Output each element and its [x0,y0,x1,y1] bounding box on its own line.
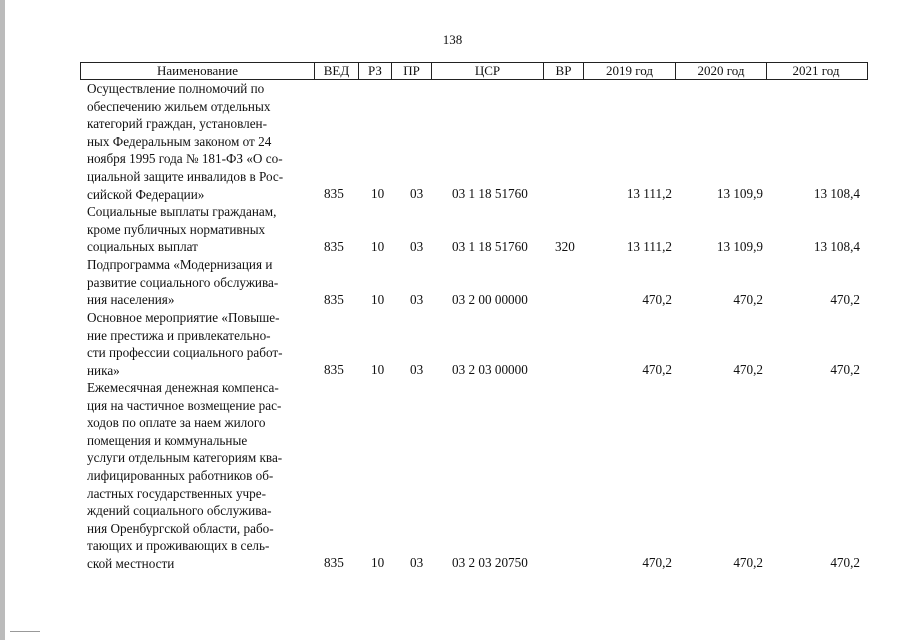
cell-2019: 13 111,2 [626,186,672,202]
cell-rz: 10 [371,239,385,255]
cell-2021: 13 108,4 [813,186,860,202]
cell-pr: 03 [410,362,424,378]
header-vr: ВР [544,63,584,79]
cell-2019: 470,2 [642,555,672,571]
row-name: Социальные выплаты гражданам, кроме публичных нормативных социальных выплат [87,204,277,255]
page-number: 138 [442,32,463,47]
scan-edge [0,0,5,640]
cell-2021: 470,2 [830,362,860,378]
cell-csr: 03 1 18 51760 [452,186,528,202]
table-row [80,379,866,572]
cell-2021: 470,2 [830,292,860,308]
cell-pr: 03 [410,555,424,571]
scan-margin-mark [10,631,40,632]
table-row [80,203,866,256]
cell-csr: 03 2 00 00000 [452,292,528,308]
cell-csr: 03 2 03 00000 [452,362,528,378]
row-name: Основное мероприятие «Повыше- ние престижа и привлекательно- сти профессии социального работ- ника» [87,310,283,378]
table-row [80,256,866,309]
cell-rz: 10 [371,186,385,202]
cell-pr: 03 [410,186,424,202]
header-2019: 2019 год [584,63,676,79]
header-rz: РЗ [359,63,392,79]
cell-pr: 03 [410,292,424,308]
cell-2021: 13 108,4 [813,239,860,255]
cell-csr: 03 1 18 51760 [452,239,528,255]
cell-rz: 10 [371,292,385,308]
cell-pr: 03 [410,239,424,255]
header-2021: 2021 год [792,63,840,78]
cell-2020: 470,2 [733,292,763,308]
table-row [80,309,866,379]
header-ved: ВЕД [315,63,359,79]
cell-ved: 835 [324,292,344,308]
cell-rz: 10 [371,555,385,571]
cell-ved: 835 [324,239,344,255]
cell-ved: 835 [324,555,344,571]
cell-2019: 470,2 [642,362,672,378]
cell-2020: 470,2 [733,555,763,571]
cell-2021: 470,2 [830,555,860,571]
header-name: Наименование [81,63,315,79]
row-name: Ежемесячная денежная компенса- ция на частичное возмещение рас- ходов по оплате за наем жилого помещения и коммунальные услуги отдельным категориям ква- лифицированных работников об- ластных государственных учре- ждений социального обслужива- ния Оренбургской области, рабо- тающих и проживающих в сель- ской местности [87,380,283,571]
cell-2019: 13 111,2 [626,239,672,255]
cell-ved: 835 [324,186,344,202]
row-name: Подпрограмма «Модернизация и развитие социального обслужива- ния населения» [87,257,279,308]
cell-2020: 470,2 [733,362,763,378]
header-2020: 2020 год [676,63,767,79]
cell-csr: 03 2 03 20750 [452,555,528,571]
header-pr: ПР [392,63,432,79]
cell-rz: 10 [371,362,385,378]
cell-2019: 470,2 [642,292,672,308]
cell-2020: 13 109,9 [716,186,763,202]
cell-ved: 835 [324,362,344,378]
table-header [80,62,868,80]
header-csr: ЦСР [432,63,544,79]
cell-2020: 13 109,9 [716,239,763,255]
cell-vr: 320 [555,239,575,255]
table-row [80,80,866,203]
row-name: Осуществление полномочий по обеспечению жильем отдельных категорий граждан, установлен- ных Федеральным законом от 24 ноября 1995 года № 181-ФЗ «О со- циальной защите инвалидов в Рос- сийской Федерации» [87,81,284,202]
